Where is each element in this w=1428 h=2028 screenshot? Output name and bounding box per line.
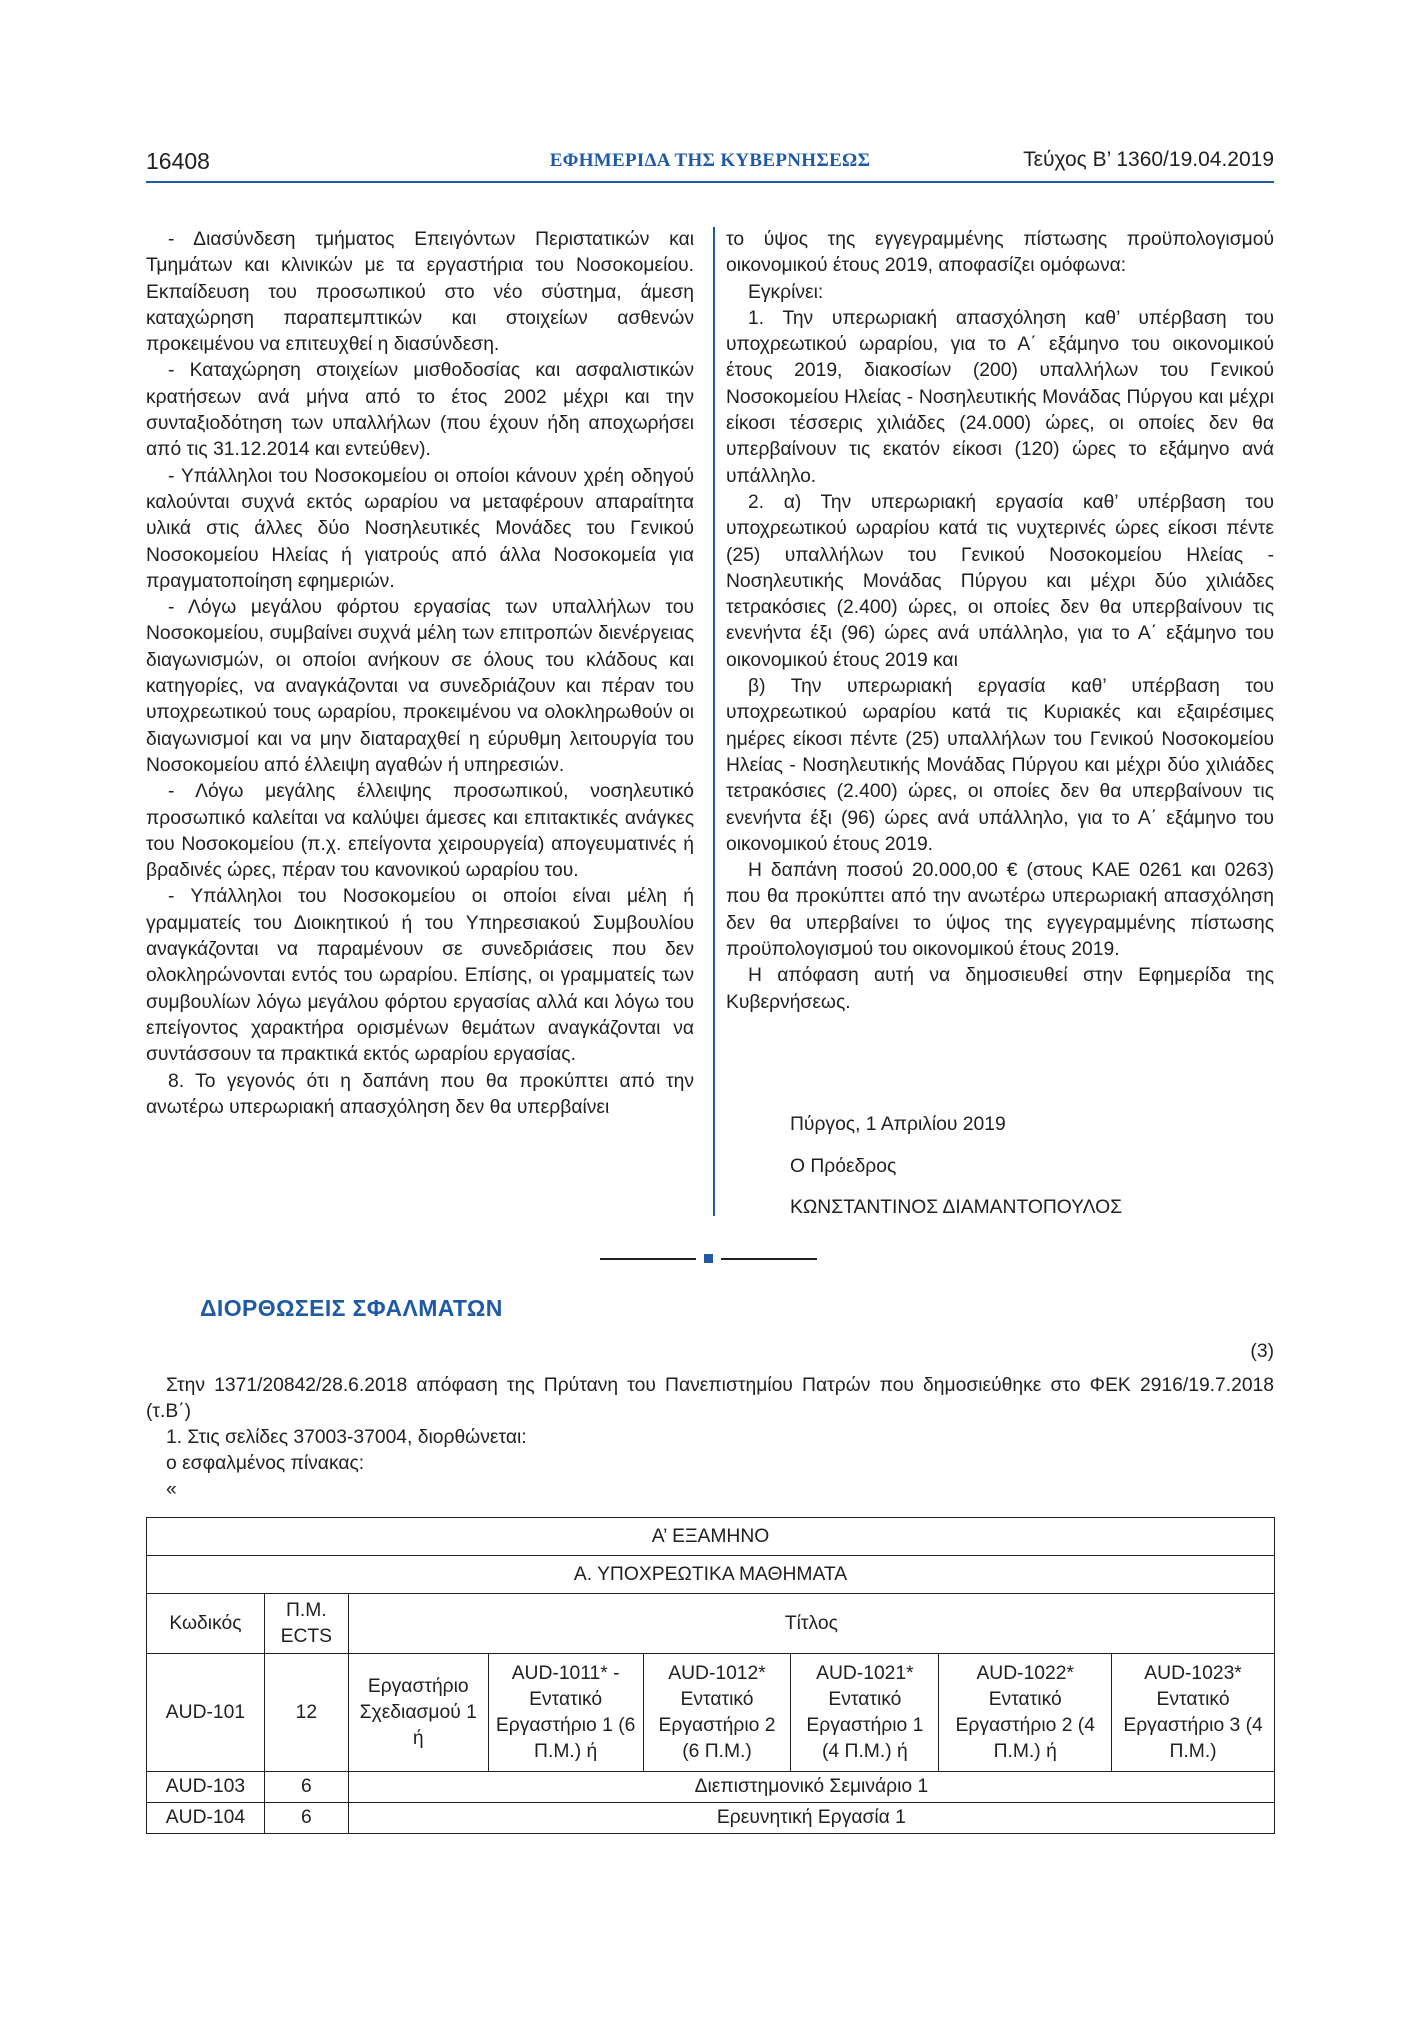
paragraph: Η απόφαση αυτή να δημοσιευθεί στην Εφημερίδα της Κυβερνήσεως.	[726, 965, 1274, 1013]
column-separator	[713, 227, 715, 1216]
signature-place-date: Πύργος, 1 Απριλίου 2019	[790, 1114, 1006, 1135]
paragraph: β) Την υπερωριακή εργασία καθ’ υπέρβαση του υποχρεωτικού ωραρίου κατά τις Κυριακές και εξαιρέσιμες ημέρες είκοσι πέντε (25) υπαλλήλων του Γενικού Νοσοκομείου Ηλείας - Νοσηλευτικής Μονάδας Πύργου και μέχρι δύο χιλιάδες τετρακόσιες (2.400) ώρες, οι οποίες δεν θα υπερβαίνουν τις ενενήντα έξι (96) ώρες ανά υπάλληλο, για το Α΄ εξάμηνο του οικονομικού έτους 2019.	[726, 676, 1274, 855]
courses-table	[146, 1517, 1275, 1834]
page-number: 16408	[146, 148, 210, 174]
table-cell-ects: 6	[264, 1803, 348, 1834]
page-header	[146, 148, 1274, 178]
issue-number: Τεύχος Β’ 1360/19.04.2019	[1023, 148, 1274, 171]
column-header-title: Τίτλος	[348, 1594, 1274, 1654]
paragraph: το ύψος της εγγεγραμμένης πίστωσης προϋπολογισμού οικονομικού έτους 2019, αποφασίζει ομόφωνα:	[726, 229, 1274, 277]
table-cell-ects: 12	[264, 1654, 348, 1772]
paragraph: - Διασύνδεση τμήματος Επειγόντων Περιστατικών και Τμημάτων και κλινικών με τα εργαστήρια του Νοσοκομείου. Εκπαίδευση του προσωπικού στο νέο σύστημα, άμεση καταχώρηση παραπεμπτικών και στοιχείων ασθενών προκειμένου να επιτευχθεί η διασύνδεση.	[146, 229, 694, 356]
signature-name: ΚΩΝΣΤΑΝΤΙΝΟΣ ΔΙΑΜΑΝΤΟΠΟΥΛΟΣ	[790, 1197, 1123, 1218]
table-row	[147, 1772, 1275, 1803]
paragraph: 1. Την υπερωριακή απασχόληση καθ’ υπέρβαση του υποχρεωτικού ωραρίου, για το Α΄ εξάμηνο του οικονομικού έτους 2019, διακοσίων (200) υπαλλήλων του Γενικού Νοσοκομείου Ηλείας - Νοσηλευτικής Μονάδας Πύργου και μέχρι είκοσι τέσσερις χιλιάδες (24.000) ώρες, οι οποίες δεν θα υπερβαίνουν τις εκατόν είκοσι (120) ώρες το εξάμηνο ανά υπάλληλο.	[726, 307, 1274, 487]
category-header: Α. ΥΠΟΧΡΕΩΤΙΚΑ ΜΑΘΗΜΑΤΑ	[147, 1556, 1275, 1594]
column-header-ects	[264, 1594, 348, 1654]
table-cell-ects: 6	[264, 1772, 348, 1803]
gazette-title: ΕΦΗΜΕΡΙΔΑ ΤΗΣ ΚΥΒΕΡΝΗΣΕΩΣ	[549, 150, 871, 171]
corrections-line-2: ο εσφαλμένος πίνακας:	[166, 1453, 365, 1474]
table-row	[147, 1594, 1275, 1654]
paragraph: - Λόγω μεγάλου φόρτου εργασίας των υπαλλήλων του Νοσοκομείου, συμβαίνει συχνά μέλη των επιτροπών διενέργειας διαγωνισμών, οι οποίοι ανήκουν σε όλους του κλάδους και κατηγορίες, να αναγκάζονται να συνεδριάζουν και πέραν του υποχρεωτικού τους ωραρίου, προκειμένου να ολοκληρωθούν οι διαγωνισμοί και να μην διαταραχθεί η εύρυθμη λειτουργία του Νοσοκομείου από έλλειψη αγαθών ή υπηρεσιών.	[146, 597, 694, 776]
ornament-square	[704, 1254, 713, 1263]
corrections-title: ΔΙΟΡΘΩΣΕΙΣ ΣΦΑΛΜΑΤΩΝ	[200, 1295, 503, 1321]
paragraph: 2. α) Την υπερωριακή εργασία καθ’ υπέρβαση του υποχρεωτικού ωραρίου κατά τις νυχτερινές ώρες είκοσι πέντε (25) υπαλλήλων του Γενικού Νοσοκομείου Ηλείας - Νοσηλευτικής Μονάδας Πύργου και μέχρι δύο χιλιάδες τετρακόσιες (2.400) ώρες, οι οποίες δεν θα υπερβαίνουν τις ενενήντα έξι (96) ώρες ανά υπάλληλο, για το Α΄ εξάμηνο του οικονομικού έτους 2019 και	[726, 491, 1274, 671]
header-rule	[146, 181, 1274, 183]
ects-line-2: ECTS	[280, 1625, 333, 1647]
paragraph: - Καταχώρηση στοιχείων μισθοδοσίας και ασφαλιστικών κρατήσεων ανά μήνα από το έτος 2002 μέχρι και την συνταξιοδότηση των υπαλλήλων (που έχουν ήδη αποχωρήσει από τις 31.12.2014 και εντεύθεν).	[146, 360, 694, 461]
paragraph: 8. Το γεγονός ότι η δαπάνη που θα προκύπτει από την ανωτέρω υπερωριακή απασχόληση δεν θα υπερβαίνει	[146, 1070, 694, 1118]
ornament-line-right	[721, 1258, 817, 1260]
left-column	[146, 227, 694, 1121]
table-cell-title: AUD-1021* Εντατικό Εργαστήριο 1 (4 Π.Μ.) ή	[791, 1654, 939, 1772]
table-cell-title: AUD-1023* Εντατικό Εργαστήριο 3 (4 Π.Μ.)	[1112, 1654, 1275, 1772]
signature-role: Ο Πρόεδρος	[790, 1156, 897, 1177]
table-cell-title: Εργαστήριο Σχεδιασμού 1 ή	[348, 1654, 488, 1772]
ornament-line-left	[600, 1258, 696, 1260]
table-cell-title: Ερευνητική Εργασία 1	[348, 1803, 1274, 1834]
table-cell-code: AUD-104	[147, 1803, 265, 1834]
paragraph: - Υπάλληλοι του Νοσοκομείου οι οποίοι είναι μέλη ή γραμματείς του Διοικητικού ή του Υπηρεσιακού Συμβουλίου αναγκάζονται να παραμένουν σε συνεδριάσεις που δεν ολοκληρώνονται εντός του ωραρίου. Επίσης, οι γραμματείς των συμβουλίων λόγω μεγάλου φόρτου εργασίας αλλά και λόγω του επείγοντος χαρακτήρα ορισμένων θεμάτων αναγκάζονται να συντάσσουν τα πρακτικά εκτός ωραρίου εργασίας.	[146, 886, 694, 1066]
corrections-line-1: 1. Στις σελίδες 37003-37004, διορθώνεται:	[166, 1427, 527, 1448]
right-column	[726, 227, 1274, 1016]
paragraph: - Υπάλληλοι του Νοσοκομείου οι οποίοι κάνουν χρέη οδηγού καλούνται συχνά εκτός ωραρίου να μεταφέρουν απαραίτητα υλικά στις άλλες δύο Νοσηλευτικές Μονάδες του Γενικού Νοσοκομείου Ηλείας ή γιατρούς από άλλα Νοσοκομεία για πραγματοποίηση εφημεριών.	[146, 465, 694, 592]
table-cell-title: AUD-1022* Εντατικό Εργαστήριο 2 (4 Π.Μ.) ή	[939, 1654, 1112, 1772]
semester-header: Α’ ΕΞΑΜΗΝΟ	[147, 1518, 1275, 1556]
ects-line-1: Π.Μ.	[285, 1599, 327, 1621]
correction-number: (3)	[1250, 1341, 1274, 1362]
table-cell-title: Διεπιστημονικό Σεμινάριο 1	[348, 1772, 1274, 1803]
table-cell-title: AUD-1011* - Εντατικό Εργαστήριο 1 (6 Π.Μ.) ή	[488, 1654, 643, 1772]
paragraph: Η δαπάνη ποσού 20.000,00 € (στους ΚΑΕ 0261 και 0263) που θα προκύπτει από την ανωτέρω υπερωριακή απασχόληση δεν θα υπερβαίνει το ύψος της εγγεγραμμένης πίστωσης προϋπολογισμού του οικονομικού έτους 2019.	[726, 860, 1274, 961]
table-cell-code: AUD-103	[147, 1772, 265, 1803]
paragraph: - Λόγω μεγάλης έλλειψης προσωπικού, νοσηλευτικό προσωπικό καλείται να καλύψει άμεσες και επιτακτικές ανάγκες του Νοσοκομείου (π.χ. επείγοντα χειρουργεία) απογευματινές ή βραδινές ώρες, πέραν του κανονικού ωραρίου του.	[146, 781, 694, 882]
table-cell-title: AUD-1012* Εντατικό Εργαστήριο 2 (6 Π.Μ.)	[643, 1654, 791, 1772]
corrections-body	[146, 1373, 1274, 1503]
opening-quote: «	[166, 1479, 177, 1500]
table-cell-code: AUD-101	[147, 1654, 265, 1772]
column-header-code: Κωδικός	[147, 1594, 265, 1654]
table-row	[147, 1556, 1275, 1594]
table-row	[147, 1518, 1275, 1556]
table-row	[147, 1654, 1275, 1772]
paragraph: Εγκρίνει:	[748, 281, 824, 303]
table-row	[147, 1803, 1275, 1834]
corrections-intro: Στην 1371/20842/28.6.2018 απόφαση της Πρύτανη του Πανεπιστημίου Πατρών που δημοσιεύθηκε στο ΦΕΚ 2916/19.7.2018 (τ.Β΄)	[146, 1375, 1274, 1422]
